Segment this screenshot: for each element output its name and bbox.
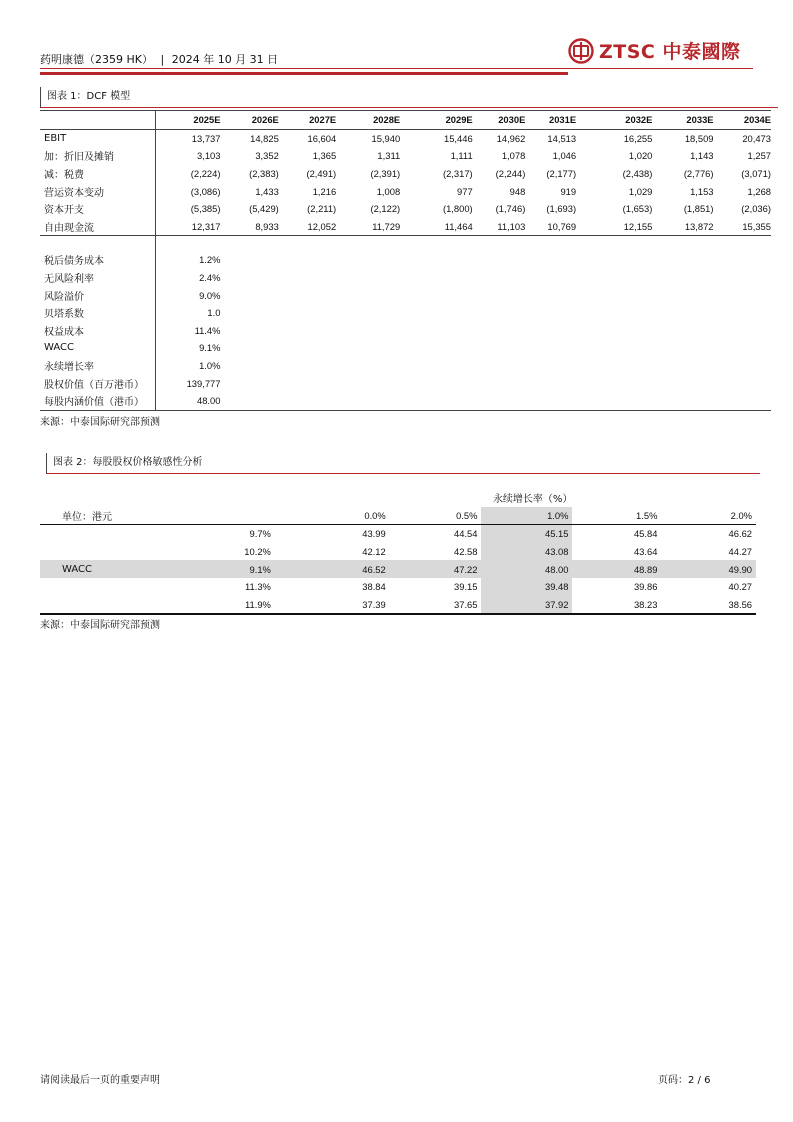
sensitivity-title-row bbox=[40, 489, 756, 507]
dcf-value: (3,086) bbox=[190, 185, 221, 197]
dcf-value: 1,153 bbox=[690, 185, 714, 197]
wacc-row-label bbox=[40, 596, 161, 615]
figure-1-title bbox=[40, 87, 778, 108]
figure-2-title-text: 图表 2：每股股权价格敏感性分析 bbox=[53, 457, 203, 468]
dcf-value: (2,122) bbox=[370, 203, 401, 215]
dcf-value: (5,385) bbox=[190, 203, 221, 215]
dcf-value: 15,446 bbox=[443, 132, 473, 144]
dcf-value: 15,355 bbox=[714, 218, 771, 236]
dcf-value: (2,036) bbox=[741, 203, 771, 215]
sensitivity-unit-row bbox=[40, 507, 756, 525]
dcf-param-label: 股权价值（百万港币） bbox=[40, 374, 156, 392]
dcf-row-label: 减：税费 bbox=[40, 165, 156, 183]
logo-wordmark: ZTSC 中泰國際 bbox=[599, 41, 741, 63]
dcf-row bbox=[40, 182, 771, 200]
dcf-param-value: 48.00 bbox=[156, 392, 221, 410]
dcf-param-filler bbox=[220, 339, 771, 357]
dcf-value: 11,464 bbox=[400, 218, 473, 236]
share-price-value: 43.99 bbox=[362, 528, 386, 540]
figure-1-source: 来源：中泰国际研究部预测 bbox=[40, 417, 160, 428]
share-price-value: 38.56 bbox=[661, 596, 756, 615]
dcf-value: 14,513 bbox=[547, 132, 577, 144]
dcf-param-value: 2.4% bbox=[199, 272, 221, 284]
dcf-param-label: WACC bbox=[40, 339, 156, 357]
share-price-value: 44.27 bbox=[728, 546, 752, 558]
wacc-value: 9.7% bbox=[249, 528, 271, 540]
dcf-value: 1,111 bbox=[450, 150, 473, 162]
dcf-year-header: 2030E bbox=[473, 111, 526, 130]
dcf-year-header: 2026E bbox=[220, 111, 278, 130]
dcf-param-row bbox=[40, 322, 771, 340]
share-price-value: 37.92 bbox=[481, 596, 572, 615]
dcf-value: (1,693) bbox=[546, 203, 577, 215]
share-price-value: 38.84 bbox=[362, 581, 386, 593]
growth-rate-header: 0.0% bbox=[275, 507, 390, 525]
dcf-value: 977 bbox=[457, 185, 473, 197]
share-price-value: 45.15 bbox=[481, 525, 572, 543]
dcf-value: 1,078 bbox=[501, 150, 526, 162]
dcf-value: 13,872 bbox=[652, 218, 713, 236]
dcf-value: 12,052 bbox=[279, 218, 336, 236]
ztsc-logo bbox=[568, 37, 740, 64]
figure-1-title-text: 图表 1：DCF 模型 bbox=[47, 91, 131, 102]
dcf-value: 1,257 bbox=[747, 150, 771, 162]
dcf-table bbox=[40, 110, 771, 411]
dcf-value: 1,046 bbox=[552, 150, 577, 162]
dcf-value: 18,509 bbox=[684, 132, 714, 144]
dcf-value: 1,020 bbox=[628, 150, 653, 162]
dcf-param-value: 9.1% bbox=[199, 342, 221, 354]
dcf-value: 13,737 bbox=[191, 132, 221, 144]
growth-rate-header: 1.5% bbox=[572, 507, 661, 525]
dcf-year-header: 2032E bbox=[576, 111, 652, 130]
dcf-value: 1,008 bbox=[376, 185, 401, 197]
dcf-value: 948 bbox=[509, 185, 526, 197]
dcf-param-value: 139,777 bbox=[186, 377, 221, 389]
dcf-value: (2,177) bbox=[546, 168, 577, 180]
share-price-value: 40.27 bbox=[728, 581, 752, 593]
dcf-param-value: 11.4% bbox=[194, 324, 221, 336]
share-price-value: 47.22 bbox=[390, 560, 482, 578]
share-price-value: 37.65 bbox=[390, 596, 482, 615]
dcf-year-header: 2028E bbox=[336, 111, 400, 130]
dcf-param-label: 每股内涵价值（港币） bbox=[40, 392, 156, 410]
dcf-value: 16,604 bbox=[307, 132, 337, 144]
share-price-value: 46.62 bbox=[728, 528, 752, 540]
report-header bbox=[40, 51, 282, 67]
dcf-param-label: 无风险利率 bbox=[40, 269, 156, 287]
dcf-value: 1,311 bbox=[377, 150, 401, 162]
dcf-value: (2,438) bbox=[622, 168, 653, 180]
share-price-value: 39.86 bbox=[633, 581, 658, 593]
dcf-param-filler bbox=[220, 357, 771, 375]
dcf-value: 1,216 bbox=[312, 185, 337, 197]
sensitivity-row bbox=[40, 543, 756, 561]
sensitivity-table bbox=[40, 489, 756, 615]
page-number: 页码：2 / 6 bbox=[658, 1075, 711, 1086]
wacc-value: 9.1% bbox=[161, 560, 275, 578]
growth-rate-header: 2.0% bbox=[661, 507, 756, 525]
growth-rate-header: 0.5% bbox=[390, 507, 482, 525]
dcf-value: (5,429) bbox=[249, 203, 279, 215]
share-price-value: 49.90 bbox=[661, 560, 756, 578]
share-price-value: 39.15 bbox=[454, 581, 478, 593]
sensitivity-row bbox=[40, 578, 756, 596]
dcf-value: (1,653) bbox=[622, 203, 653, 215]
sensitivity-row bbox=[40, 525, 756, 543]
wacc-column-header bbox=[161, 507, 275, 525]
dcf-param-row bbox=[40, 374, 771, 392]
wacc-value: 11.9% bbox=[161, 596, 275, 615]
dcf-row-label: EBIT bbox=[40, 129, 156, 147]
dcf-param-filler bbox=[220, 269, 771, 287]
dcf-param-value: 1.0% bbox=[199, 360, 221, 372]
dcf-value: 12,317 bbox=[156, 218, 221, 236]
dcf-gap-cell bbox=[40, 236, 156, 252]
dcf-value: 12,155 bbox=[576, 218, 652, 236]
wacc-row-label bbox=[40, 578, 161, 596]
report-date: 2024 年 10 月 31 日 bbox=[171, 53, 279, 66]
growth-rate-title: 永续增长率（%） bbox=[492, 494, 573, 506]
share-price-value: 48.00 bbox=[481, 560, 572, 578]
dcf-param-filler bbox=[220, 251, 771, 269]
dcf-row-label: 加：折旧及摊销 bbox=[40, 147, 156, 165]
header-rule bbox=[40, 68, 753, 69]
dcf-year-header: 2029E bbox=[400, 111, 473, 130]
share-price-value: 43.08 bbox=[481, 543, 572, 561]
wacc-row-label bbox=[40, 543, 161, 561]
wacc-row-label bbox=[40, 525, 161, 543]
dcf-year-header: 2025E bbox=[156, 111, 221, 130]
figure-2-source: 来源：中泰国际研究部预测 bbox=[40, 620, 160, 631]
share-price-value: 38.23 bbox=[572, 596, 661, 615]
share-price-value: 37.39 bbox=[275, 596, 390, 615]
dcf-year-header: 2031E bbox=[525, 111, 576, 130]
sensitivity-blank bbox=[572, 489, 756, 507]
company-name: 药明康德（2359 HK） bbox=[40, 53, 153, 66]
sensitivity-row bbox=[40, 560, 756, 578]
unit-label: 单位：港元 bbox=[40, 507, 161, 525]
dcf-value: 3,103 bbox=[197, 150, 221, 162]
dcf-value: (1,851) bbox=[683, 203, 714, 215]
dcf-param-label: 税后债务成本 bbox=[40, 251, 156, 269]
dcf-value: 11,103 bbox=[473, 218, 526, 236]
dcf-param-row bbox=[40, 251, 771, 269]
dcf-param-row bbox=[40, 357, 771, 375]
dcf-param-filler bbox=[220, 304, 771, 322]
dcf-gap-row bbox=[40, 236, 771, 252]
share-price-value: 42.12 bbox=[362, 546, 386, 558]
dcf-value: 1,029 bbox=[628, 185, 653, 197]
sensitivity-row bbox=[40, 596, 756, 615]
dcf-param-filler bbox=[220, 374, 771, 392]
dcf-param-row bbox=[40, 304, 771, 322]
dcf-value: (3,071) bbox=[741, 168, 771, 180]
dcf-value: 1,433 bbox=[255, 185, 279, 197]
share-price-value: 44.54 bbox=[454, 528, 478, 540]
dcf-value: (2,776) bbox=[683, 168, 714, 180]
dcf-value: (2,391) bbox=[370, 168, 401, 180]
dcf-value: 20,473 bbox=[742, 132, 771, 144]
share-price-value: 42.58 bbox=[454, 546, 478, 558]
dcf-value: 14,825 bbox=[250, 132, 279, 144]
dcf-param-value: 1.0 bbox=[207, 307, 221, 319]
dcf-param-value: 1.2% bbox=[199, 254, 221, 266]
dcf-value: (2,383) bbox=[249, 168, 279, 180]
dcf-header-blank bbox=[40, 111, 156, 130]
dcf-value: (2,491) bbox=[306, 168, 337, 180]
header-separator: | bbox=[160, 53, 165, 66]
share-price-value: 46.52 bbox=[275, 560, 390, 578]
dcf-row bbox=[40, 147, 771, 165]
share-price-value: 39.48 bbox=[481, 578, 572, 596]
sensitivity-blank bbox=[40, 489, 481, 507]
dcf-value: (2,317) bbox=[442, 168, 473, 180]
dcf-value: 16,255 bbox=[623, 132, 653, 144]
header-rule-accent bbox=[40, 72, 568, 75]
dcf-param-filler bbox=[220, 322, 771, 340]
dcf-value: 8,933 bbox=[220, 218, 278, 236]
dcf-value: (1,800) bbox=[442, 203, 473, 215]
dcf-value: (2,244) bbox=[495, 168, 526, 180]
dcf-param-label: 永续增长率 bbox=[40, 357, 156, 375]
dcf-year-header: 2027E bbox=[279, 111, 336, 130]
dcf-param-value: 9.0% bbox=[199, 289, 221, 301]
share-price-value: 43.64 bbox=[633, 546, 658, 558]
dcf-param-label: 贝塔系数 bbox=[40, 304, 156, 322]
dcf-gap-cell bbox=[156, 236, 771, 252]
dcf-value: 919 bbox=[560, 185, 577, 197]
wacc-row-label: WACC bbox=[40, 560, 161, 578]
wacc-value: 10.2% bbox=[244, 546, 271, 558]
figure-2-title bbox=[46, 453, 760, 474]
dcf-row-label: 自由现金流 bbox=[40, 218, 156, 236]
dcf-row bbox=[40, 129, 771, 147]
dcf-value: (2,224) bbox=[190, 168, 221, 180]
dcf-value: (1,746) bbox=[495, 203, 526, 215]
share-price-value: 45.84 bbox=[633, 528, 658, 540]
dcf-header-row bbox=[40, 111, 771, 130]
dcf-param-filler bbox=[220, 392, 771, 410]
dcf-param-row bbox=[40, 269, 771, 287]
dcf-param-row bbox=[40, 339, 771, 357]
dcf-param-label: 权益成本 bbox=[40, 322, 156, 340]
dcf-year-header: 2034E bbox=[714, 111, 771, 130]
dcf-value: (2,211) bbox=[307, 203, 337, 215]
wacc-value: 11.3% bbox=[244, 581, 271, 593]
dcf-row bbox=[40, 218, 771, 236]
dcf-row-label: 营运资本变动 bbox=[40, 182, 156, 200]
dcf-value: 1,268 bbox=[747, 185, 771, 197]
dcf-value: 1,365 bbox=[312, 150, 337, 162]
share-price-value: 48.89 bbox=[572, 560, 661, 578]
footer-disclaimer: 请阅读最后一页的重要声明 bbox=[40, 1075, 160, 1086]
dcf-param-row bbox=[40, 392, 771, 410]
growth-rate-header: 1.0% bbox=[481, 507, 572, 525]
dcf-row bbox=[40, 200, 771, 218]
dcf-row bbox=[40, 165, 771, 183]
dcf-value: 11,729 bbox=[336, 218, 400, 236]
dcf-value: 3,352 bbox=[255, 150, 279, 162]
dcf-param-label: 风险溢价 bbox=[40, 286, 156, 304]
ztsc-logo-icon bbox=[568, 38, 594, 64]
dcf-row-label: 资本开支 bbox=[40, 200, 156, 218]
dcf-value: 15,940 bbox=[371, 132, 401, 144]
dcf-value: 1,143 bbox=[690, 150, 714, 162]
dcf-value: 10,769 bbox=[525, 218, 576, 236]
dcf-value: 14,962 bbox=[496, 132, 526, 144]
dcf-param-filler bbox=[220, 286, 771, 304]
dcf-year-header: 2033E bbox=[652, 111, 713, 130]
dcf-param-row bbox=[40, 286, 771, 304]
